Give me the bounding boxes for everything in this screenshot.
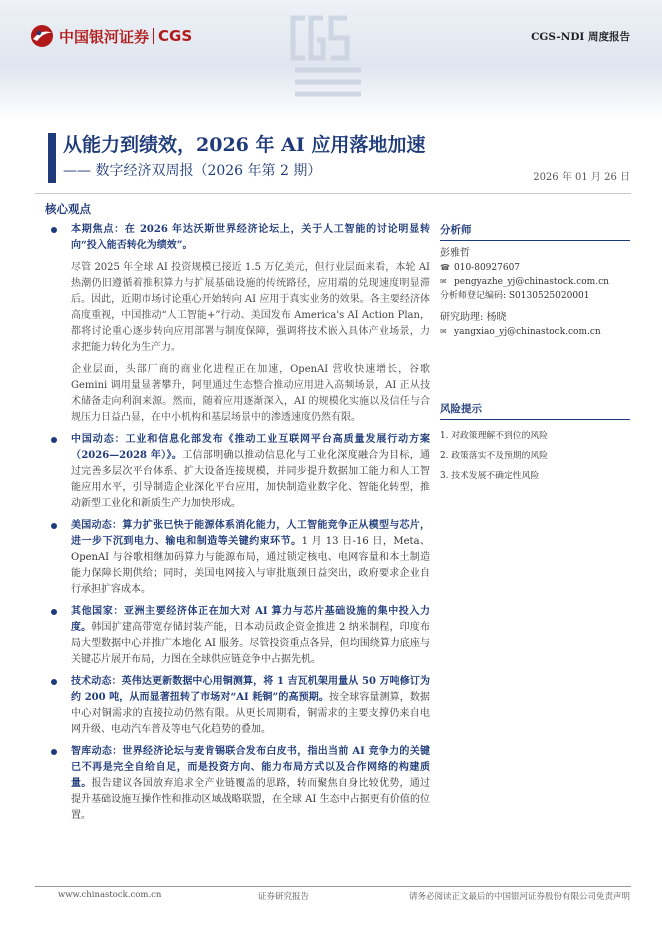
logo-divider	[153, 28, 154, 44]
report-date: 2026 年 01 月 26 日	[533, 172, 630, 183]
point-body: 1 月 13 日-16 日，Meta、OpenAI 与谷歌相继加码算力与能源布局，通过锁定核电、电网容量和本土制造能力保障长期供给；同时，美国电网接入与审批瓶颈日益突出，政府要求企业自行承担扩容成本。	[71, 536, 431, 595]
bullet-icon	[51, 437, 57, 443]
analyst-name: 彭雅哲	[440, 248, 470, 259]
point-focus	[50, 222, 430, 254]
point-lead: 美国动态：算力扩张已快于能源体系消化能力，人工智能竞争正从模型与芯片，进一步下沉到电力、输电和制造等关键约束环节。	[71, 520, 430, 547]
point-china	[50, 432, 430, 512]
risk-item: 1. 对政策理解不到位的风险	[440, 431, 548, 441]
point-lead: 技术动态：英伟达更新数据中心用铜测算，将 1 吉瓦机架用量从 50 万吨修订为约 200 吨，从而显著扭转了市场对“AI 耗铜”的高预期。	[71, 676, 430, 703]
bullet-icon	[51, 523, 57, 529]
bullet-icon	[51, 227, 57, 233]
bullet-icon	[51, 749, 57, 755]
title-divider	[35, 193, 631, 194]
point-tech	[50, 674, 430, 738]
report-subtitle: —— 数字经济双周报（2026 年第 2 期）	[63, 163, 322, 179]
point-us	[50, 518, 430, 598]
watermark-logo-icon	[285, 8, 371, 100]
title-accent-bar	[48, 133, 56, 183]
galaxy-logo-icon	[30, 24, 54, 48]
point-lead: 本期焦点：在 2026 年达沃斯世界经济论坛上，关于人工智能的讨论明显转向“投入能否转化为绩效”。	[71, 224, 430, 251]
footer-category: 证券研究报告	[258, 892, 310, 902]
point-body: 按全球容量测算，数据中心对铜需求的直接拉动仍然有限。从更长周期看，铜需求的主要支撑仍来自电网升级、电动汽车普及等电气化趋势的叠加。	[71, 692, 431, 735]
risk-item: 2. 政策落实不及预期的风险	[440, 451, 548, 461]
analyst-phone	[440, 261, 630, 276]
focus-paragraph-1: 尽管 2025 年全球 AI 投资规模已接近 1.5 万亿美元，但行业层面来看，本轮 AI 热潮仍旧遵循着推积算力与扩展基础设施的传统路径，应用端的兑现速度明显滞后。因此，近期市场讨论重心开始转向 AI 应用于真实业务的效果。各主要经济体高度重视，中国推动“人工智能+”行动、美国发布 America's AI Action Plan，都将讨论重心逐步转向应用部署与制度保障，强调将技术嵌入具体产业场景，力求把能力转化为生产力。	[71, 262, 430, 353]
core-viewpoints-body	[50, 222, 430, 830]
point-lead: 其他国家：亚洲主要经济体正在加大对 AI 算力与芯片基础设施的集中投入力度。	[71, 606, 430, 633]
risk-heading: 风险提示	[440, 401, 630, 420]
header-banner	[0, 0, 662, 120]
email-link[interactable]: yangxiao_yj@chinastock.com.cn	[454, 326, 601, 337]
logo-english-name: CGS	[158, 27, 193, 45]
brand-logo	[30, 24, 192, 48]
footer-divider	[35, 886, 631, 887]
research-assistant: 研究助理: 杨晓	[440, 312, 507, 323]
email-icon: ✉	[440, 277, 447, 286]
analyst-cert: 分析师登记编码: S0130525020001	[440, 290, 590, 301]
point-body: 韩国扩建高带宽存储封装产能，日本动员政企资金推进 2 纳米制程，印度布局大型数据中心并推广本地化 AI 服务。尽管投资重点各异，但均围绕算力底座与关键芯片展开布局，力图在全球供应链竞争中占据先机。	[71, 622, 430, 665]
report-title: 从能力到绩效，2026 年 AI 应用落地加速	[63, 134, 426, 156]
report-type-label: CGS-NDI 周度报告	[531, 31, 630, 43]
footer-disclaimer: 请务必阅读正文最后的中国银河证券股份有限公司免责声明	[408, 892, 630, 902]
focus-paragraph-2: 企业层面，头部厂商的商业化进程正在加速，OpenAI 营收快速增长，谷歌 Gemini 调用量显著攀升，阿里通过生态整合推动应用进入高频场景，AI 正从技术储备走向利润来源。然而，随着应用逐渐深入，AI 的规模化实施以及信任与合规压力日益凸显，在中小机构和基层场景中的渗透速度仍然有限。	[71, 364, 430, 423]
sidebar	[440, 222, 630, 486]
assistant-email	[440, 325, 630, 340]
point-body: 报告建议各国放弃追求全产业链覆盖的思路，转而聚焦自身比较优势，通过提升基础设施互操作性和推动区域战略联盟，在全球 AI 生态中占据更有价值的位置。	[71, 778, 431, 821]
point-body: 工信部明确以推动信息化与工业化深度融合为目标，通过完善多层次平台体系、扩大设备连接规模，并同步提升数据加工能力和人工智能应用水平，引导制造企业深化平台应用，加快制造业数字化、智能化转型，推动新型工业化和新质生产力加快形成。	[71, 450, 430, 509]
analyst-heading: 分析师	[440, 222, 630, 241]
email-icon: ✉	[440, 326, 447, 336]
point-lead: 中国动态：工业和信息化部发布《推动工业互联网平台高质量发展行动方案（2026—2028 年）》。	[71, 434, 430, 461]
point-think-tank	[50, 744, 430, 824]
point-other-countries	[50, 604, 430, 668]
point-lead: 智库动态：世界经济论坛与麦肯锡联合发布白皮书，指出当前 AI 竞争力的关键已不再是完全自给自足，而是投资方向、能力布局方式以及合作网络的构建质量。	[71, 746, 430, 789]
email-link[interactable]: pengyazhe_yj@chinastock.com.cn	[454, 277, 609, 287]
phone-number: 010-80927607	[454, 262, 521, 273]
bullet-icon	[51, 679, 57, 685]
phone-icon: ☎	[440, 262, 450, 272]
footer-website[interactable]: www.chinastock.com.cn	[58, 890, 162, 900]
logo-chinese-name: 中国银河证券	[59, 27, 150, 46]
risk-item: 3. 技术发展不确定性风险	[440, 471, 540, 481]
bullet-icon	[51, 609, 57, 615]
core-viewpoints-heading: 核心观点	[45, 202, 91, 216]
analyst-email	[440, 275, 630, 290]
